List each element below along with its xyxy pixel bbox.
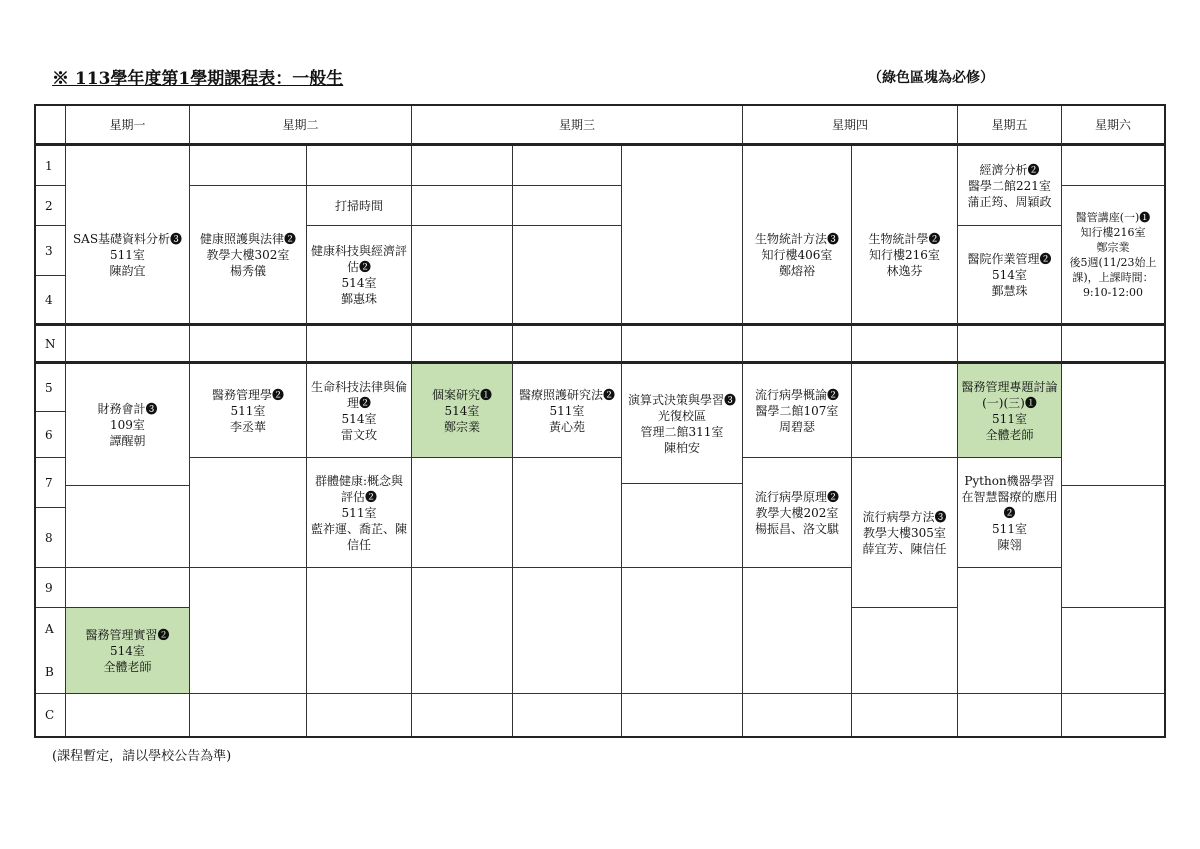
empty-slot xyxy=(66,326,190,364)
course-tue-group-health: 群體健康:概念與評估❷ 511室 藍祚運、喬芷、陳信任 xyxy=(307,458,412,568)
empty-slot xyxy=(307,694,412,736)
period-label: B xyxy=(36,650,66,694)
empty-slot xyxy=(412,146,513,186)
empty-slot xyxy=(190,326,307,364)
course-thu-epi-principle: 流行病學原理❷ 教學大樓202室 楊振昌、洛文騏 xyxy=(743,458,852,568)
period-label: A xyxy=(36,608,66,650)
empty-slot xyxy=(513,568,622,694)
period-label: 9 xyxy=(36,568,66,608)
empty-slot xyxy=(622,568,743,694)
empty-slot xyxy=(1062,694,1164,736)
period-label: 7 xyxy=(36,458,66,508)
day-header-mon: 星期一 xyxy=(66,106,190,146)
empty-slot xyxy=(307,568,412,694)
empty-slot xyxy=(66,486,190,568)
empty-slot xyxy=(190,568,307,694)
empty-slot xyxy=(622,484,743,568)
empty-slot xyxy=(743,568,852,694)
course-wed-case-study: 個案研究❶ 514室 鄭宗業 xyxy=(412,364,513,458)
corner-cell xyxy=(36,106,66,146)
course-mon-sas: SAS基礎資料分析❸ 511室 陳韵宜 xyxy=(66,186,190,326)
empty-slot xyxy=(412,226,513,326)
empty-slot xyxy=(513,326,622,364)
course-fri-hospital-ops: 醫院作業管理❷ 514室 鄞慧珠 xyxy=(958,226,1062,326)
empty-slot xyxy=(412,694,513,736)
course-wed-nursing-research: 醫療照護研究法❷ 511室 黃心苑 xyxy=(513,364,622,458)
empty-slot xyxy=(958,568,1062,694)
empty-slot xyxy=(852,326,958,364)
footnote: (課程暫定，請以學校公告為準) xyxy=(52,749,232,764)
empty-slot xyxy=(412,458,513,568)
day-header-sat: 星期六 xyxy=(1062,106,1164,146)
empty-slot xyxy=(66,146,190,186)
empty-slot xyxy=(1062,146,1164,186)
empty-slot xyxy=(412,186,513,226)
empty-slot xyxy=(66,568,190,608)
course-fri-seminar: 醫務管理專題討論(一)(三)❶ 511室 全體老師 xyxy=(958,364,1062,458)
day-header-fri: 星期五 xyxy=(958,106,1062,146)
empty-slot xyxy=(412,568,513,694)
course-thu-biostat: 生物統計學❷ 知行樓216室 林逸芬 xyxy=(852,186,958,326)
empty-slot xyxy=(412,326,513,364)
empty-slot xyxy=(743,326,852,364)
course-mon-accounting: 財務會計❸ 109室 譚醒朝 xyxy=(66,364,190,486)
empty-slot xyxy=(307,146,412,186)
empty-slot xyxy=(622,146,743,326)
timetable xyxy=(34,104,1166,738)
period-label: 1 xyxy=(36,146,66,186)
empty-slot xyxy=(190,694,307,736)
course-thu-biostat-method: 生物統計方法❸ 知行樓406室 鄭熔裕 xyxy=(743,186,852,326)
empty-slot xyxy=(307,326,412,364)
day-header-thu: 星期四 xyxy=(743,106,958,146)
course-fri-econ: 經濟分析❷ 醫學二館221室 蒲正筠、周穎政 xyxy=(958,146,1062,226)
empty-slot xyxy=(852,608,958,694)
period-label: N xyxy=(36,326,66,364)
empty-slot xyxy=(1062,326,1164,364)
empty-slot xyxy=(190,458,307,568)
course-fri-python: Python機器學習在智慧醫療的應用❷ 511室 陳翎 xyxy=(958,458,1062,568)
empty-slot xyxy=(513,694,622,736)
course-thu-epi-method: 流行病學方法❸ 教學大樓305室 薛宜芳、陳信任 xyxy=(852,458,958,608)
course-tue-health-law: 健康照護與法律❷ 教學大樓302室 楊秀儀 xyxy=(190,186,307,326)
empty-slot xyxy=(852,146,958,186)
empty-slot xyxy=(190,146,307,186)
period-label: 2 xyxy=(36,186,66,226)
period-label: 4 xyxy=(36,276,66,326)
empty-slot xyxy=(513,186,622,226)
empty-slot xyxy=(513,226,622,326)
course-tue-med-mgmt: 醫務管理學❷ 511室 李丞華 xyxy=(190,364,307,458)
period-label: 6 xyxy=(36,412,66,458)
empty-slot xyxy=(513,458,622,568)
course-tue-cleaning: 打掃時間 xyxy=(307,186,412,226)
empty-slot xyxy=(513,146,622,186)
day-header-tue: 星期二 xyxy=(190,106,412,146)
empty-slot xyxy=(622,694,743,736)
empty-slot xyxy=(743,146,852,186)
course-wed-algorithm: 演算式決策與學習❸ 光復校區 管理二館311室 陳柏安 xyxy=(622,364,743,484)
period-label: C xyxy=(36,694,66,736)
period-label: 3 xyxy=(36,226,66,276)
empty-slot xyxy=(622,326,743,364)
empty-slot xyxy=(852,694,958,736)
course-mon-practice: 醫務管理實習❷ 514室 全體老師 xyxy=(66,608,190,694)
legend-note: （綠色區塊為必修） xyxy=(868,70,994,86)
empty-slot xyxy=(958,694,1062,736)
empty-slot xyxy=(958,326,1062,364)
empty-slot xyxy=(743,694,852,736)
course-tue-health-tech: 健康科技與經濟評估❷ 514室 鄞惠珠 xyxy=(307,226,412,326)
empty-slot xyxy=(852,364,958,458)
empty-slot xyxy=(1062,608,1164,694)
empty-slot xyxy=(1062,486,1164,608)
period-label: 5 xyxy=(36,364,66,412)
empty-slot xyxy=(1062,364,1164,486)
course-tue-bio-law: 生命科技法律與倫理❷ 514室 雷文玫 xyxy=(307,364,412,458)
course-sat-lecture: 醫管講座(一)❶ 知行樓216室 鄭宗業 後5週(11/23始上課)，上課時間：9:10-12:00 xyxy=(1062,186,1164,326)
period-label: 8 xyxy=(36,508,66,568)
day-header-wed: 星期三 xyxy=(412,106,743,146)
page-title: ※ 113學年度第1學期課程表：一般生 xyxy=(52,69,344,89)
course-thu-epi-intro: 流行病學概論❷ 醫學二館107室 周碧瑟 xyxy=(743,364,852,458)
empty-slot xyxy=(66,694,190,736)
